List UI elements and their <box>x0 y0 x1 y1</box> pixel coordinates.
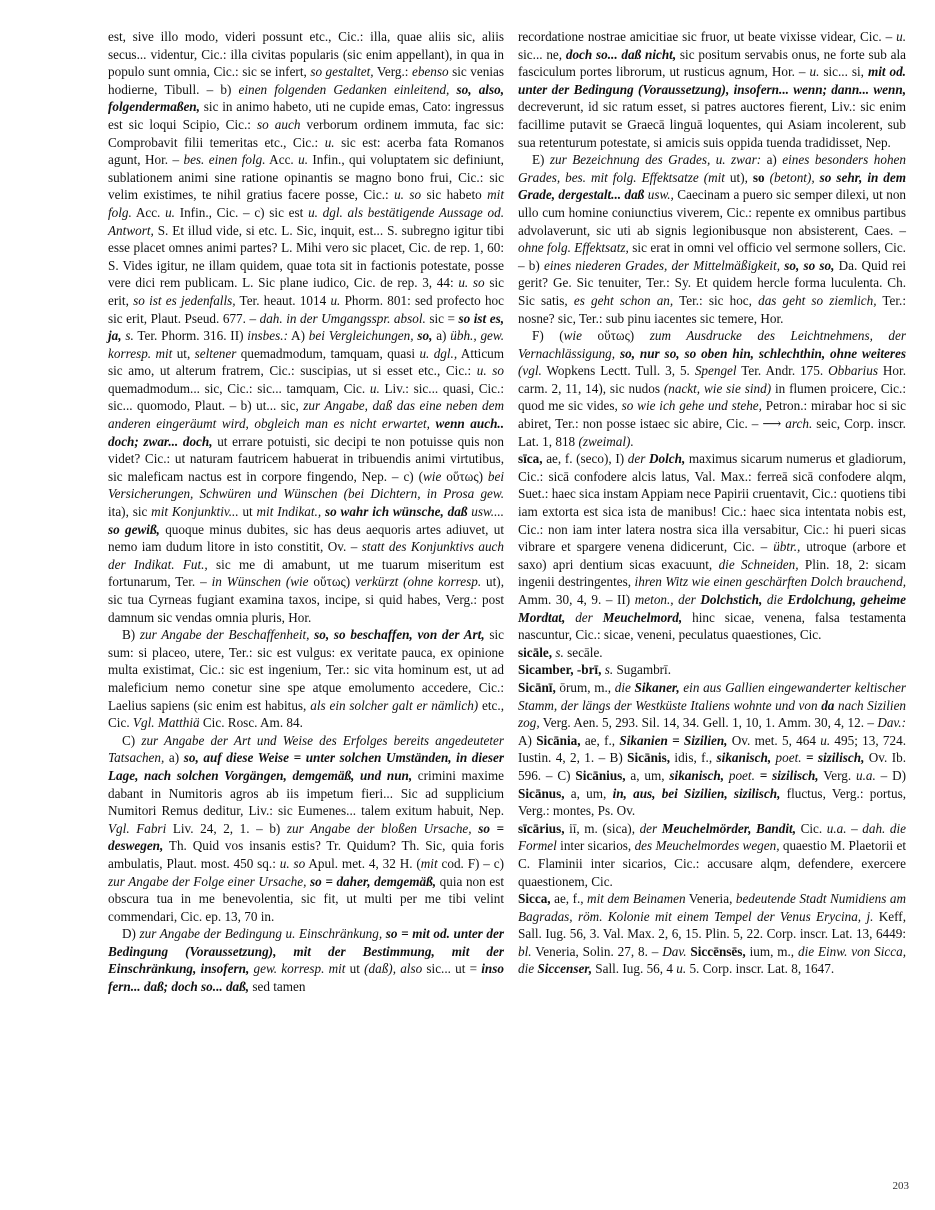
text-run: Veneria, Solin. 27, 8. – <box>531 943 663 959</box>
text-run: sikanisch, <box>669 767 725 783</box>
text-run: des Meuchelmordes wegen, <box>634 838 780 854</box>
dictionary-paragraph <box>518 28 906 151</box>
dictionary-paragraph <box>518 151 906 327</box>
text-run: Petron.: mirabar hoc si sic abiret, Ter.: non posse istaec sic abire, Cic. – ⟶ <box>518 398 906 432</box>
text-run: einen folgenden Gedanken einleitend, <box>238 81 450 97</box>
text-run: der <box>627 451 646 467</box>
text-run: ut <box>345 961 365 977</box>
text-run: sic me di amabunt, ut me tuarum miseritum est fortunarum, Ter. – <box>108 556 504 590</box>
text-run: Liv.: sic... quasi, Cic.: sic... quomodo, Plaut. – b) ut... sic, <box>108 380 504 414</box>
text-run: bes. einen folg. <box>183 152 266 168</box>
text-run: a, um, <box>564 785 613 801</box>
text-run: in, aus, bei Sizilien, sizilisch, <box>612 785 781 801</box>
text-run: mit folg. <box>108 187 504 220</box>
text-run: eines besonders hohen Grades, bes. mit folg. Effektsatze (mit <box>518 152 907 185</box>
text-run: dah. die Formel <box>518 820 907 854</box>
text-run: sīcārius, <box>518 820 565 836</box>
text-run: doch so... daß nicht, <box>565 46 677 62</box>
text-run: ita), sic <box>108 504 152 520</box>
text-run: (betont), <box>769 169 815 185</box>
text-run: ein aus Gallien eingewanderter keltischer Stamm, der längs der Westküste Italiens wohnte und von <box>518 679 906 713</box>
text-run: s. <box>604 662 614 678</box>
text-run: fluctus, Verg.: portus, Verg.: montes, Ps. Ov. <box>518 785 906 819</box>
text-run: der <box>639 820 658 836</box>
text-run: sic erat in omni vel officio vel sermone sollers, Cic. – b) <box>518 240 906 273</box>
text-run: sic sum: si placeo, utere, Ter.: sic est vulgus: ex veritate pauca, ex opinione multa existimat, Cic.: sic est ingenium, Ter.: sic vita hominum est, ut ad maleficium nemo conetur sine spe atque emolumento accedere, Cic.: Laelius sapiens (sic enim est habitus, <box>108 627 505 713</box>
text-run: so wahr ich wünsche, daß <box>324 504 468 520</box>
text-run: eines niederen Grades, der Mittelmäßigkeit, <box>543 257 781 273</box>
text-run: so = deswegen, <box>108 820 505 854</box>
text-run: Sugambrī. <box>613 662 672 678</box>
text-run: nach Sizilien zog, <box>518 697 907 731</box>
text-run: crimini maxime dabant in Numitoris agros ab iis impetum fieri... Sic ad supplicium Numitori Remus deditur, Liv.: sic Eumenes... talem exitum habuit, Nep. <box>108 767 504 819</box>
text-run: inso fern... daß; doch so... daß, <box>108 961 504 995</box>
dictionary-paragraph <box>108 626 504 732</box>
text-run: S. Et illud vide, si etc. L. Sic, inquit, est... S. subregno igitur tibi esse placet omnes animi partes? L. Mihi vero sic placet, Cic. de rep. 1, 60: S. Vides igitur, ne illam quidem, quae tota sit in factionis potestate, posse vere dici rem publicam. L. Sic plane iudico, Cic. de rep. 3, 44: <box>108 222 504 291</box>
dictionary-paragraph <box>518 820 906 890</box>
text-run: so, <box>417 328 433 344</box>
text-run: so ist es, ja, <box>108 310 505 344</box>
text-run: zur Angabe der Bedingung u. Einschränkung, <box>139 926 383 942</box>
text-run: (nackt, wie sie sind) <box>663 380 772 396</box>
text-run: inter sicarios, <box>556 838 635 854</box>
text-run: A) <box>287 328 309 344</box>
text-run: zum Ausdrucke des Leichtnehmens, der Vernachlässigung, <box>518 328 907 361</box>
text-run: Ov. met. 5, 464 <box>727 732 821 748</box>
text-run: die <box>614 679 631 695</box>
text-run: (daß), also <box>364 961 423 977</box>
text-run: Sikanien = Sizilien, <box>619 732 728 748</box>
text-run: quia non est obscura tua in me benevolentia, sic fit, ut multi per me tibi velint commendari, Cic. ep. 13, 70 in. <box>108 873 504 924</box>
right-column <box>518 28 906 978</box>
text-run: dah. in der Umgangsspr. absol. <box>259 310 426 326</box>
text-run: Plin. 18, 2: sicam ingenii destringentes, <box>518 556 906 590</box>
text-run: Infin., qui voluptatem sic definiunt, sublationem animi sine ratione opinantis se magno bono frui, Cic.: sic velim existimes, te nihil gratius facere posse, Cic.: <box>108 152 504 203</box>
text-run: a) <box>761 152 783 168</box>
text-run: D) <box>122 926 140 942</box>
text-run: so = daher, demgemäß, <box>309 873 437 889</box>
text-run: Sicca, <box>518 891 551 907</box>
text-run: Sicānia, <box>536 732 581 748</box>
text-run: bei Versicherungen, Schwüren und Wünschen (bei Dichtern, in Prosa gew. <box>108 468 505 502</box>
text-run: sic... ne, <box>518 46 566 62</box>
text-run: statt des Konjunktivs auch der Indikat. Fut., <box>108 539 504 572</box>
text-run: Keff, Sall. Iug. 56, 3. Val. Max. 2, 6, 15. Plin. 5, 22. Corp. inscr. Lat. 13, 6449: <box>518 908 906 942</box>
text-run: a) <box>432 328 451 344</box>
text-run: Da. Quid rei gerit? Ge. Sic tenuiter, Ter.: Sy. Et quidem hercle forma luculenta. Ch. Sic satis, <box>518 257 906 308</box>
text-run: quaestio M. Plaetorii et C. Flaminii inter sicarios, Cic.: accusare alqm, defendere, exercere quaestionem, Cic. <box>518 838 907 889</box>
text-run: quemadmodum, tamquam, quasi <box>236 345 420 361</box>
text-run: Cic. Rosc. Am. 84. <box>199 715 303 731</box>
text-run: s. <box>125 328 134 344</box>
text-run: sic in animo habeto, uti ne cupide emas, Cato: ingressus est sic loqui Scipio, Cic.: <box>108 99 504 132</box>
text-run: u. <box>809 64 820 80</box>
text-run: etc., Cic. <box>108 697 505 731</box>
text-run: Sicānī, <box>518 679 556 695</box>
text-run: Sicānius, <box>575 767 626 783</box>
text-run: seltener <box>194 345 237 361</box>
text-run: – <box>846 820 863 836</box>
text-run: = sizilisch, <box>759 767 819 783</box>
text-run: mit Indikat., <box>256 504 322 520</box>
text-run: zur Angabe der bloßen Ursache, <box>286 820 472 836</box>
text-run: Erdolchung, geheime Mordtat, <box>518 592 907 625</box>
text-run: Amm. 30, 4, 9. – II) <box>518 592 635 607</box>
text-run <box>593 610 603 625</box>
text-run: ut), sic tua Cyrneas fugiant examina taxos, incipe, si quid habes, Verg.: post damnum sic vendas omnia pluris, Hor. <box>108 574 504 625</box>
text-run: οὕτως) <box>308 574 356 590</box>
text-run: ut errare potuisti, sic decipi te non potuisse quis non videt? Cic.: ut naturam fautricem habuerat in tribuendis animi virtutibus, sic maleficam nactus est in corpore fingendo, Nep. – c) ( <box>108 433 504 484</box>
text-run: οὕτως) <box>441 468 488 484</box>
text-run: so, also, folgendermaßen, <box>108 81 504 115</box>
text-run: Ter. Phorm. 316. II) <box>133 328 248 344</box>
text-run: zur Angabe der Beschaffenheit, <box>139 627 310 643</box>
text-run: u. <box>896 29 906 44</box>
text-run: Cic. <box>796 820 827 836</box>
text-run: so wie ich gehe und stehe, <box>621 398 762 414</box>
text-run: so auch <box>257 116 301 132</box>
text-run: u. <box>298 152 309 168</box>
text-run: ihren Witz wie einen geschärften Dolch brauchend, <box>634 574 906 590</box>
text-run: so, nur so, so oben hin, schlechthin, ohne weiteres <box>619 345 906 361</box>
text-run: ae, f., <box>580 732 620 748</box>
text-run: sikanisch, <box>716 750 772 766</box>
text-run: das geht so ziemlich, <box>758 292 877 308</box>
text-run: Veneria, <box>685 891 736 907</box>
text-run: ut), <box>724 169 753 185</box>
dictionary-paragraph <box>518 661 906 679</box>
text-run: (vgl. <box>518 363 542 379</box>
text-run: insbes.: <box>247 328 288 344</box>
text-run: u. <box>165 204 175 220</box>
dictionary-paragraph <box>108 925 504 995</box>
text-run: u. <box>369 380 380 396</box>
text-run: sic positum servabis onus, ne forte sub ala fasciculum portes librorum, ut rusticus agnum, Hor. – <box>518 46 907 80</box>
text-run: sic est: acerba fata Romanos agunt, Hor. – <box>108 134 504 168</box>
text-run: sic erit, <box>108 275 504 308</box>
text-run: Obbarius <box>828 363 878 379</box>
left-column <box>108 28 504 996</box>
text-run: idis, f., <box>670 750 717 766</box>
text-run: Siccēnsēs, <box>690 943 746 959</box>
text-run: (zweimal). <box>578 433 634 449</box>
text-run: so sehr, in dem Grade, dergestalt... daß <box>518 169 907 203</box>
dictionary-paragraph <box>518 890 906 978</box>
text-run: usw.... <box>471 504 504 520</box>
text-run: u. dgl., <box>419 345 458 361</box>
text-run: Hor. carm. 2, 11, 14), sic nudos <box>518 363 906 396</box>
text-run: so, so so, <box>784 257 835 273</box>
text-run: poet. <box>775 750 802 766</box>
text-run: ae, f. (seco), I) <box>542 451 628 467</box>
text-run: bl. <box>518 943 532 959</box>
text-run: mit Konjunktiv... <box>151 504 239 520</box>
text-run: Meuchelmörder, Bandit, <box>661 820 796 836</box>
text-run: so gewiß, <box>108 521 160 537</box>
text-run: u. <box>820 732 831 748</box>
text-run: u. dgl. als bestätigende Aussage od. Antwort, <box>108 204 504 238</box>
text-run: sicāle, <box>518 644 553 660</box>
text-run: Phorm. 801: sed profecto hoc sic erit, Plaut. Pseud. 677. – <box>108 292 504 326</box>
text-run: ium, m., <box>745 943 798 959</box>
text-run: übh., gew. korresp. mit <box>108 328 505 361</box>
text-run: u. so <box>394 187 422 203</box>
text-run: sic... ut = <box>422 961 482 977</box>
text-run: übtr., <box>773 539 801 555</box>
text-run: Vgl. Matthiä <box>132 715 200 731</box>
text-run: so, so beschaffen, von der Art, <box>314 627 485 643</box>
text-run: Verg. <box>818 767 857 783</box>
text-run: zur Angabe, daß das eine neben dem anderen eingeräumt wird, obgleich man es nicht erwartet, <box>108 398 504 432</box>
text-run: so <box>752 169 765 185</box>
text-run: Ov. Ib. 596. – C) <box>518 750 907 783</box>
text-run: – D) <box>875 767 906 783</box>
text-run: Ter.: sic hoc, <box>673 292 759 308</box>
text-run: zur Angabe der Art und Weise des Erfolges bereits angedeuteter Tatsachen, <box>108 732 505 766</box>
text-run: Sall. Iug. 56, 4 <box>592 961 677 977</box>
text-run: mit dem Beinamen <box>587 891 686 907</box>
text-run: secāle. <box>563 644 603 660</box>
text-run <box>449 82 456 97</box>
text-run: Verg.: <box>373 64 412 80</box>
text-run: zur Bezeichnung des Grades, u. zwar: <box>549 152 762 168</box>
dictionary-paragraph <box>518 450 906 644</box>
text-run: sic venias hodierne, Tibull. – b) <box>108 64 504 97</box>
text-run: Ter.: nosne? sic, Ter.: sub pinu iacentes sic temere, Hor. <box>518 292 907 326</box>
text-run: gew. korresp. mit <box>253 961 346 977</box>
dictionary-paragraph <box>108 732 504 926</box>
page-number: 203 <box>892 1180 909 1192</box>
text-run: ut, <box>172 345 195 361</box>
text-run: da <box>821 697 835 713</box>
text-run: recordatione nostrae amicitiae sic fruor, ut beate vixisse videar, Cic. – <box>518 29 897 44</box>
text-run: iī, m. (sica), <box>564 820 640 836</box>
text-run: es geht schon an, <box>573 292 674 308</box>
text-run: ebenso <box>411 64 449 80</box>
text-run: u.a. <box>826 820 847 836</box>
text-run: seic, Corp. inscr. Lat. 1, 818 <box>518 416 906 449</box>
text-run: maximus sicarum numerus et gladiorum, Cic.: sicā confodere alcis latus, Val. Max.: ferreā sicā confodere alqm, Suet.: haec sica instam Appiam nece Papirii cruentavit, Cic.: quotiens tibi iam extorta est sica ista de manibus! Cic.: haec sica intentata nobis est, Cic.: non iam inter latera nostra sica illa versabitur, Cic.: hi pueri sicas vibrare et spargere venena didicerunt, Cic. – <box>518 451 906 555</box>
text-run: meton., der <box>634 592 696 607</box>
text-run: mit <box>420 855 438 871</box>
dictionary-paragraph <box>518 644 906 662</box>
text-run: sed tamen <box>249 979 306 995</box>
text-run: Dolch, <box>648 451 686 467</box>
text-run: der <box>575 609 593 625</box>
text-run: Ter. Andr. 175. <box>736 363 829 379</box>
text-run: οὕτως) <box>581 328 650 344</box>
text-run: Sikaner, <box>634 679 680 695</box>
text-run: zur Angabe der Folge einer Ursache, <box>108 873 307 889</box>
text-run: wie <box>563 328 582 344</box>
text-run: F) ( <box>532 328 564 344</box>
text-run: u.a. <box>856 767 876 783</box>
text-run: 5. Corp. inscr. Lat. 8, 1647. <box>686 961 835 977</box>
text-run: sic... si, <box>819 64 868 80</box>
text-run: hinc sicae, venena, falsa testamenta nascuntur, Cic.: sicae, veneni, peculatus quaestiones, Cic. <box>518 609 907 643</box>
text-run: Th. Quid vos insanis estis? Tr. Quidum? Th. Sic, quia foris ambulatis, Plaut. most. 450 sq.: <box>108 838 504 871</box>
text-run: Spengel <box>694 363 737 379</box>
text-run: u. so <box>279 855 306 871</box>
text-run: in Wünschen (wie <box>211 574 309 590</box>
text-run: ohne folg. Effektsatz, <box>518 240 629 256</box>
text-run: so, auf diese Weise = unter solchen Umständen, in dieser Lage, nach solchen Vorgängen, demgemäß, und nun, <box>108 750 505 783</box>
text-run: a, um, <box>625 767 670 783</box>
text-run: u. <box>676 961 687 977</box>
text-run: a) <box>164 750 184 766</box>
text-run: arch. <box>785 416 813 432</box>
text-run: est, sive illo modo, videri possunt etc., Cic.: illa, quae aliis sic, aliis secus... videntur, Cic.: illa civitas popularis (sic enim appellant), in qua in populo sunt omnia, Cic.: sic se infert, <box>108 29 504 80</box>
text-run: als ein solcher galt er nämlich) <box>310 697 479 713</box>
text-run: u. <box>324 134 335 150</box>
text-run: utroque (arbore et saxo) apri dentium sicas exacuunt, <box>518 539 907 572</box>
text-run: die Schneiden, <box>718 556 799 572</box>
dictionary-paragraph <box>518 679 906 820</box>
text-run: verkürzt (ohne korresp. <box>355 574 482 590</box>
text-run: Sicānus, <box>518 785 565 801</box>
text-run: ōrum, m., <box>555 679 615 695</box>
text-run: Siccenser, <box>537 961 592 977</box>
text-run: Sicānis, <box>627 750 671 766</box>
text-run: Atticum sic amo, ut alterum fratrem, Cic.: suscipias, ut si esset etc., Cic.: <box>108 345 505 379</box>
text-run: ut <box>238 504 257 520</box>
text-run: B) <box>122 627 140 643</box>
text-run: s. <box>555 644 564 660</box>
text-run: die Einw. von Sicca, die <box>518 943 907 977</box>
text-run: Vgl. Fabri <box>108 820 167 836</box>
text-run: poet. <box>728 767 755 783</box>
text-run: Acc. <box>265 152 299 168</box>
text-run: so gestaltet, <box>310 64 374 80</box>
text-run: die <box>766 592 783 607</box>
text-run: Meuchelmord, <box>602 609 683 625</box>
text-run: Liv. 24, 2, 1. – b) <box>166 820 287 836</box>
text-run: usw., <box>647 187 674 203</box>
text-run: decreverunt, id sic ratum esset, si patres auctores fierent, Liv.: sic enim facillime putavit se Graecā linguā loquentes, qui Asiam incolerent, sub sua retenturum potestate, si amicis suis oppida tuenda tradidisset, Nep. <box>518 99 906 150</box>
text-run: u. so <box>476 363 504 379</box>
text-run: so = mit od. unter der Bedingung (Voraussetzung), mit der Bestimmung, mit der Einschränkung, insofern, <box>108 926 504 977</box>
text-run: E) <box>532 152 550 168</box>
text-run: Dav.: <box>877 715 906 731</box>
text-run: cod. F) – c) <box>437 855 505 871</box>
dictionary-paragraph <box>108 28 504 626</box>
text-run: Dav. <box>662 943 687 959</box>
text-run: Verg. Aen. 5, 293. Sil. 14, 34. Gell. 1, 10, 1. Amm. 30, 4, 12. – <box>539 715 878 731</box>
text-run: bedeutende Stadt Numidiens am Bagradas, röm. Kolonie mit einem Tempel der Venus Erycina, j. <box>518 891 906 924</box>
text-run: ae, f., <box>550 891 588 907</box>
text-run: Caecinam a puero sic semper dilexi, ut non ullo cum homine coniunctius viverem, Cic.: repente ex omnibus partibus advolaverunt, sic uti ab signis legionibusque non absisterent, Caes. – <box>518 187 907 238</box>
text-run: Sicamber, -brī, <box>518 662 602 678</box>
text-run: A) <box>518 732 537 748</box>
text-run: wie <box>423 468 442 484</box>
text-run: Wopkens Lectt. Tull. 3, 5. <box>541 363 695 379</box>
text-run: bei Vergleichungen, <box>308 328 414 344</box>
text-run <box>565 610 575 625</box>
text-run: sīca, <box>518 451 543 467</box>
text-run: Acc. <box>131 204 166 220</box>
text-run: = sizilisch, <box>805 750 865 766</box>
text-run: mit od. unter der Bedingung (Voraussetzung), insofern... wenn; dann... wenn, <box>518 64 906 97</box>
text-run: sic = <box>425 310 459 326</box>
text-run: Ter. heaut. 1014 <box>235 292 331 308</box>
dictionary-paragraph <box>518 327 906 450</box>
text-run: in flumen proicere, Cic.: quod me sic vides, <box>518 380 906 414</box>
text-run: sic habeto <box>421 187 488 203</box>
text-run: 495; 13, 724. Iustin. 4, 2, 1. – B) <box>518 732 906 766</box>
text-run: C) <box>122 732 142 748</box>
text-run: u. so <box>458 275 485 291</box>
text-run: Infin., Cic. – c) sic est <box>174 204 309 220</box>
text-run: verborum ordinem immuta, fac sic: Comprobavit filii temeritas etc., Cic.: <box>108 116 504 150</box>
text-run: Apul. met. 4, 32 H. ( <box>305 855 421 871</box>
text-run: quemadmodum... sic, Cic.: sic... tamquam, Cic. <box>108 380 370 396</box>
text-run: u. <box>330 292 341 308</box>
text-run: wenn auch.. doch; zwar... doch, <box>108 416 505 449</box>
text-run: Dolchstich, <box>700 592 763 607</box>
text-run: so ist es jedenfalls, <box>133 292 236 308</box>
text-run: quoque minus dubites, sic has deus aequoris artes adiuvet, ut nemo iam dudum litore in isto constitit, Ov. – <box>108 521 504 555</box>
